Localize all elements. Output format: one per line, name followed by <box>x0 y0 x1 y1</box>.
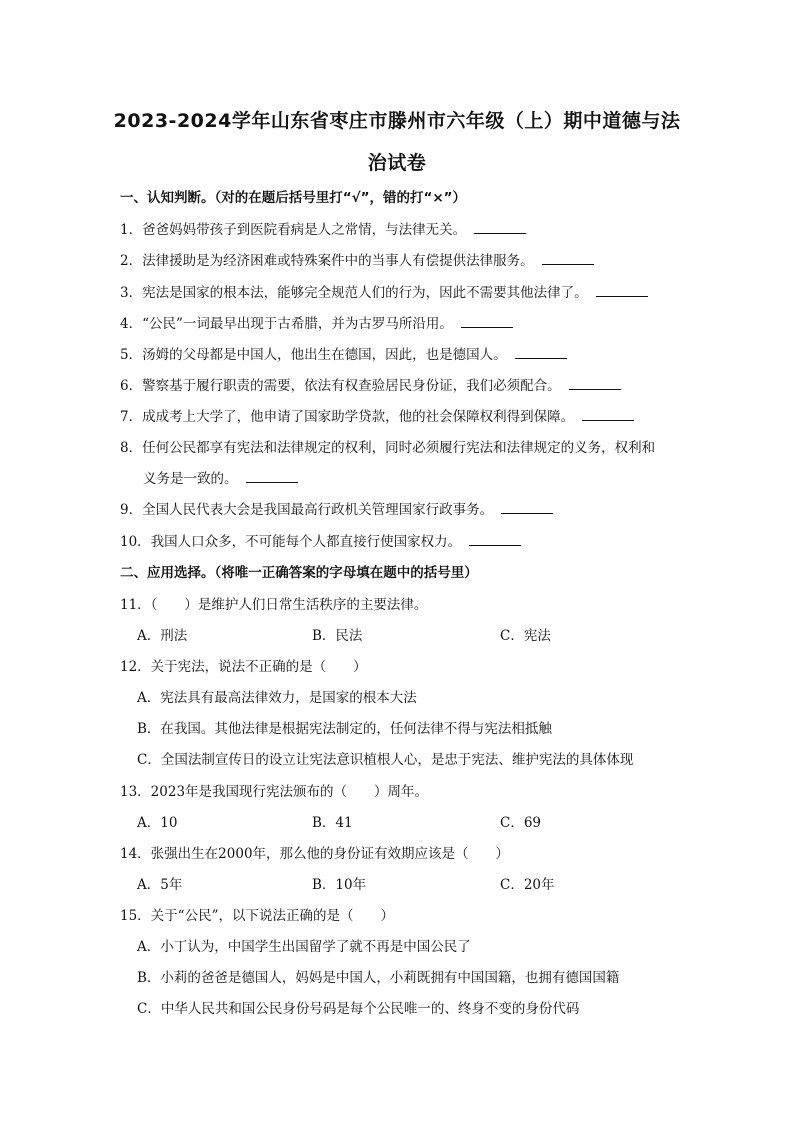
question-text: 4．“公民”一词最早出现于古希腊，并为古罗马所沿用。 <box>120 316 453 332</box>
answer-blank[interactable] <box>461 326 513 328</box>
page-title-line2: 治试卷 <box>367 152 427 174</box>
q14-option-a[interactable]: A．5年 <box>137 877 183 893</box>
page-title-line1: 2023-2024学年山东省枣庄市滕州市六年级（上）期中道德与法 <box>113 110 681 132</box>
answer-blank[interactable] <box>569 388 621 390</box>
question-11-stem: 11．（ ）是维护人们日常生活秩序的主要法律。 <box>120 597 428 613</box>
question-4 <box>120 312 513 332</box>
q12-option-a[interactable]: A．宪法具有最高法律效力，是国家的根本大法 <box>137 690 417 706</box>
question-3 <box>120 281 648 301</box>
q13-option-a[interactable]: A．10 <box>137 815 178 831</box>
question-text: 2．法律援助是为经济困难或特殊案件中的当事人有偿提供法律服务。 <box>120 253 534 269</box>
question-text: 义务是一致的。 <box>143 471 238 487</box>
question-1 <box>120 218 526 238</box>
question-text: 6．警察基于履行职责的需要，依法有权查验居民身份证，我们必须配合。 <box>120 378 561 394</box>
question-14-stem: 14．张强出生在2000年，那么他的身份证有效期应该是（ ） <box>120 846 510 862</box>
question-8-continued <box>143 467 298 487</box>
question-text: 9．全国人民代表大会是我国最高行政机关管理国家行政事务。 <box>120 502 494 518</box>
question-7 <box>120 405 634 425</box>
question-13-stem: 13．2023年是我国现行宪法颁布的（ ）周年。 <box>120 784 429 800</box>
question-text: 5．汤姆的父母都是中国人，他出生在德国，因此，也是德国人。 <box>120 347 507 363</box>
section1-heading: 一、认知判断。（对的在题后括号里打“√”，错的打“×”） <box>120 190 467 206</box>
q11-option-b[interactable]: B．民法 <box>312 628 363 644</box>
answer-blank[interactable] <box>596 295 648 297</box>
section2-heading: 二、应用选择。（将唯一正确答案的字母填在题中的括号里） <box>120 565 478 581</box>
question-10 <box>120 530 521 550</box>
question-text: 8．任何公民都享有宪法和法律规定的权利，同时必须履行宪法和法律规定的义务，权利和 <box>120 440 656 456</box>
question-text: 1．爸爸妈妈带孩子到医院看病是人之常情，与法律无关。 <box>120 222 467 238</box>
answer-blank[interactable] <box>469 544 521 546</box>
question-text: 7．成成考上大学了，他申请了国家助学贷款，他的社会保障权利得到保障。 <box>120 409 575 425</box>
q12-option-c[interactable]: C．全国法制宣传日的设立让宪法意识植根人心，是忠于宪法、维护宪法的具体体现 <box>137 752 634 768</box>
answer-blank[interactable] <box>515 357 567 359</box>
question-8 <box>120 436 655 456</box>
answer-blank[interactable] <box>246 481 298 483</box>
answer-blank[interactable] <box>501 512 553 514</box>
question-5 <box>120 343 567 363</box>
question-12-stem: 12．关于宪法，说法不正确的是（ ） <box>120 659 367 675</box>
question-15-stem: 15．关于“公民”，以下说法正确的是（ ） <box>120 908 394 924</box>
question-2 <box>120 249 594 269</box>
answer-blank[interactable] <box>582 419 634 421</box>
answer-blank[interactable] <box>542 263 594 265</box>
question-9 <box>120 498 553 518</box>
q15-option-c[interactable]: C．中华人民共和国公民身份号码是每个公民唯一的、终身不变的身份代码 <box>137 1001 580 1017</box>
q14-option-b[interactable]: B．10年 <box>312 877 367 893</box>
q11-option-c[interactable]: C．宪法 <box>500 628 551 644</box>
q13-option-c[interactable]: C．69 <box>500 815 542 831</box>
q15-option-a[interactable]: A．小丁认为，中国学生出国留学了就不再是中国公民了 <box>137 939 471 955</box>
question-6 <box>120 374 621 394</box>
q14-option-c[interactable]: C．20年 <box>500 877 555 893</box>
answer-blank[interactable] <box>474 232 526 234</box>
q12-option-b[interactable]: B．在我国。其他法律是根据宪法制定的，任何法律不得与宪法相抵触 <box>137 721 552 737</box>
q11-option-a[interactable]: A．刑法 <box>137 628 188 644</box>
question-text: 3．宪法是国家的根本法，能够完全规范人们的行为，因此不需要其他法律了。 <box>120 285 588 301</box>
question-text: 10．我国人口众多，不可能每个人都直接行使国家权力。 <box>120 534 462 550</box>
q15-option-b[interactable]: B．小莉的爸爸是德国人，妈妈是中国人，小莉既拥有中国国籍，也拥有德国国籍 <box>137 970 620 986</box>
q13-option-b[interactable]: B．41 <box>312 815 353 831</box>
